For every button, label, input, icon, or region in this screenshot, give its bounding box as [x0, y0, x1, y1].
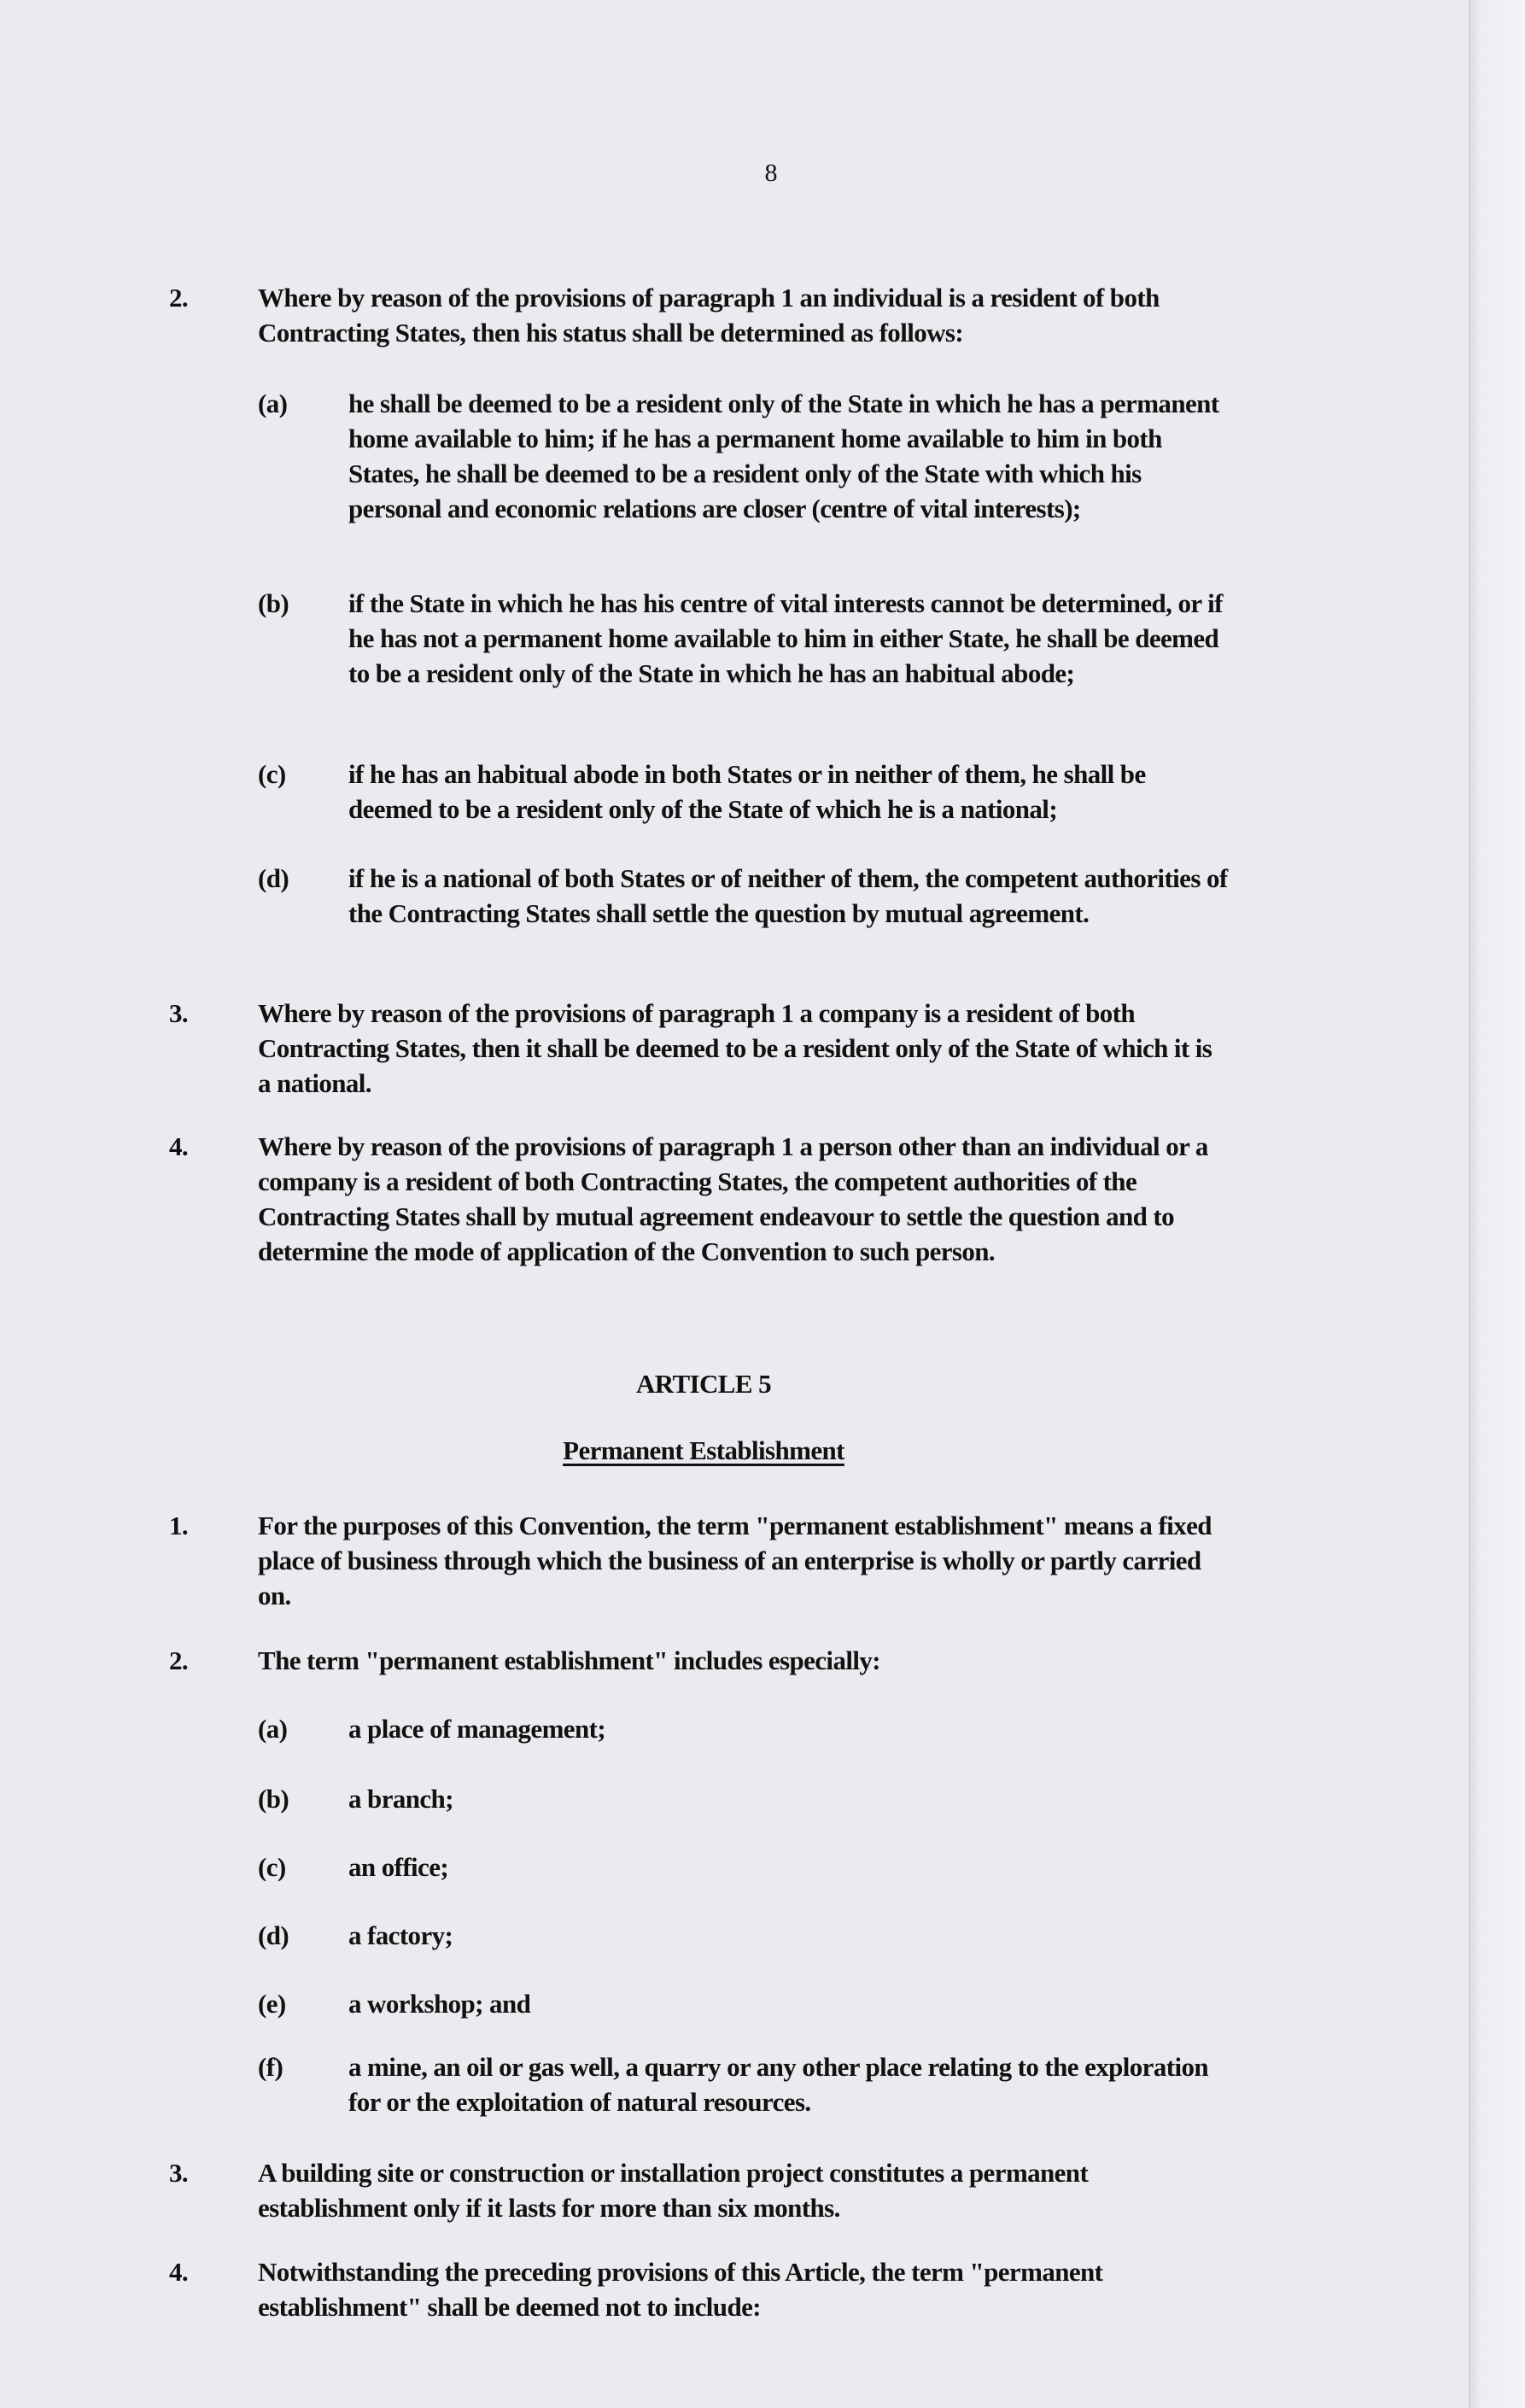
paragraph-text: A building site or construction or installation project constitutes a permanent establishment only if it lasts for more than six months.	[258, 2158, 1089, 2223]
subparagraph-label: (c)	[258, 1852, 286, 1882]
subparagraph-label: (e)	[258, 1989, 286, 2019]
paragraph-text: The term "permanent establishment" includes especially:	[258, 1645, 880, 1675]
paragraph-text: Where by reason of the provisions of paragraph 1 a company is a resident of both Contracting States, then it shall be deemed to be a resident only of the State of which it is a national.	[258, 998, 1212, 1098]
subparagraph-text: a mine, an oil or gas well, a quarry or any other place relating to the exploration for or the exploitation of natural resources.	[348, 2052, 1209, 2117]
subparagraph-text: if he has an habitual abode in both States or in neither of them, he shall be deemed to be a resident only of the State of which he is a national;	[348, 759, 1146, 824]
page-number: 8	[764, 159, 778, 187]
subparagraph-label: (d)	[258, 863, 289, 893]
subparagraph-label: (a)	[258, 1714, 288, 1744]
subparagraph-text: he shall be deemed to be a resident only of the State in which he has a permanent home available to him; if he has a permanent home available to him in both States, he shall be deemed to be a resident only of the State with which his personal and economic relations are closer (centre of vital interests);	[348, 389, 1219, 523]
subparagraph-text: a place of management;	[348, 1714, 606, 1744]
paragraph-number: 3.	[169, 2158, 189, 2188]
paragraph-text: For the purposes of this Convention, the term "permanent establishment" means a fixed place of business through which the business of an enterprise is wholly or partly carried on.	[258, 1511, 1212, 1610]
subparagraph-label: (b)	[258, 588, 289, 618]
paragraph-number: 2.	[169, 1645, 189, 1675]
subparagraph-label: (c)	[258, 759, 286, 789]
paragraph-number: 4.	[169, 2257, 189, 2287]
subparagraph-text: a branch;	[348, 1784, 453, 1814]
paragraph-number: 4.	[169, 1131, 189, 1161]
article-heading: ARTICLE 5	[635, 1369, 772, 1399]
subparagraph-label: (f)	[258, 2052, 283, 2082]
subparagraph-text: a factory;	[348, 1920, 453, 1950]
paragraph-text: Where by reason of the provisions of paragraph 1 a person other than an individual or a company is a resident of both Contracting States, the competent authorities of the Contracting States shall by mutual agreement endeavour to settle the question and to determine the mode of application of the Convention to such person.	[258, 1131, 1208, 1266]
subparagraph-text: if he is a national of both States or of neither of them, the competent authorities of the Contracting States shall settle the question by mutual agreement.	[348, 863, 1228, 928]
paragraph-number: 1.	[169, 1511, 189, 1540]
subparagraph-label: (b)	[258, 1784, 289, 1814]
paragraph-text: Where by reason of the provisions of paragraph 1 an individual is a resident of both Contracting States, then his status shall be determined as follows:	[258, 283, 1160, 348]
page-edge-shadow	[1469, 0, 1525, 2408]
subparagraph-label: (a)	[258, 389, 288, 418]
subparagraph-text: if the State in which he has his centre of vital interests cannot be determined, or if he has not a permanent home available to him in either State, he shall be deemed to be a resident only of the State in which he has an habitual abode;	[348, 588, 1223, 688]
paragraph-number: 2.	[169, 283, 189, 313]
article-subheading: Permanent Establishment	[563, 1435, 844, 1465]
paragraph-text: Notwithstanding the preceding provisions of this Article, the term "permanent establishment" shall be deemed not to include:	[258, 2257, 1103, 2322]
paragraph-number: 3.	[169, 998, 189, 1028]
subparagraph-label: (d)	[258, 1920, 289, 1950]
subparagraph-text: a workshop; and	[348, 1989, 531, 2019]
subparagraph-text: an office;	[348, 1852, 449, 1882]
